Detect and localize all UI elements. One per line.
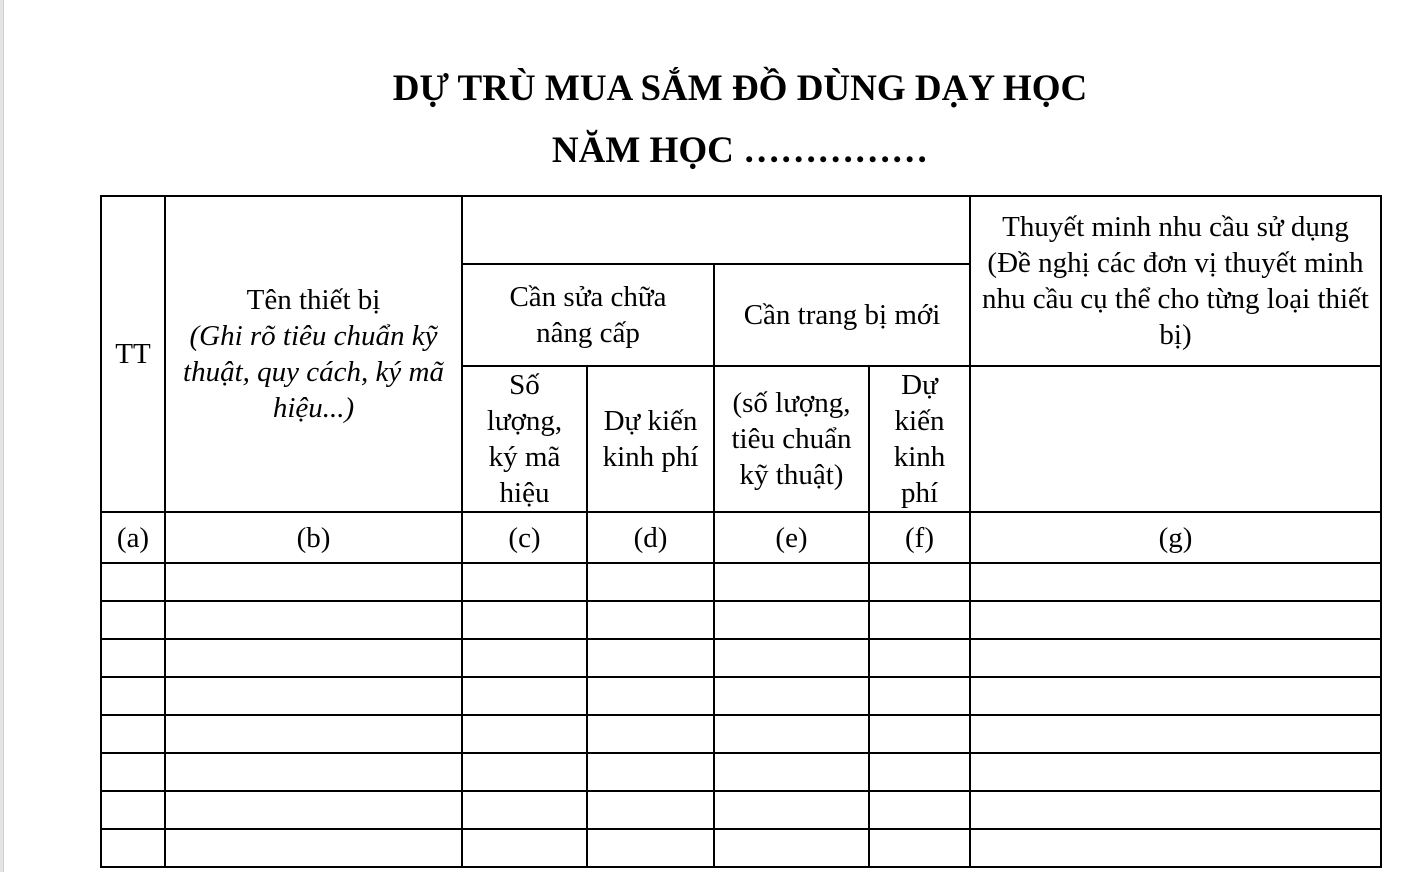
table-cell[interactable] — [165, 639, 462, 677]
table-cell[interactable] — [462, 677, 587, 715]
table-cell[interactable] — [462, 829, 587, 867]
table-cell[interactable] — [462, 753, 587, 791]
header-row-top — [101, 196, 1381, 264]
table-cell[interactable] — [970, 829, 1381, 867]
table-cell[interactable] — [869, 639, 970, 677]
table-cell[interactable] — [869, 677, 970, 715]
table-cell[interactable] — [714, 677, 869, 715]
table-cell[interactable] — [101, 753, 165, 791]
table-row — [101, 753, 1381, 791]
header-new-group: Cần trang bị mới — [714, 264, 970, 366]
header-new-cost: Dự kiến kinh phí — [869, 366, 970, 512]
column-letter-b: (b) — [165, 512, 462, 563]
header-group-blank — [462, 196, 970, 264]
school-year-title: NĂM HỌC …………… — [551, 130, 929, 171]
table-cell[interactable] — [165, 715, 462, 753]
table-cell[interactable] — [462, 791, 587, 829]
table-row — [101, 639, 1381, 677]
table-cell[interactable] — [101, 563, 165, 601]
table-cell[interactable] — [587, 791, 714, 829]
table-cell[interactable] — [101, 829, 165, 867]
table-cell[interactable] — [714, 791, 869, 829]
header-repair-group: Cần sửa chữa nâng cấp — [462, 264, 714, 366]
table-cell[interactable] — [869, 791, 970, 829]
table-cell[interactable] — [587, 601, 714, 639]
table-cell[interactable] — [970, 791, 1381, 829]
table-row — [101, 563, 1381, 601]
equipment-table — [100, 195, 1382, 868]
table-row — [101, 677, 1381, 715]
header-equipment-name — [165, 196, 462, 512]
table-cell[interactable] — [462, 639, 587, 677]
header-explanation: Thuyết minh nhu cầu sử dụng (Đề nghị các đơn vị thuyết minh nhu cầu cụ thể cho từng loại thiết bị) — [970, 196, 1381, 366]
table-cell[interactable] — [462, 715, 587, 753]
header-repair-quantity: Số lượng, ký mã hiệu — [462, 366, 587, 512]
table-cell[interactable] — [587, 563, 714, 601]
column-letter-d: (d) — [587, 512, 714, 563]
table-cell[interactable] — [714, 639, 869, 677]
table-cell[interactable] — [165, 829, 462, 867]
table-cell[interactable] — [101, 715, 165, 753]
table-row — [101, 791, 1381, 829]
empty-rows — [101, 563, 1381, 867]
column-letter-f: (f) — [869, 512, 970, 563]
table-cell[interactable] — [869, 563, 970, 601]
table-cell[interactable] — [101, 677, 165, 715]
table-cell[interactable] — [165, 791, 462, 829]
table-cell[interactable] — [714, 563, 869, 601]
table-cell[interactable] — [970, 753, 1381, 791]
table-cell[interactable] — [462, 601, 587, 639]
table-row — [101, 829, 1381, 867]
table-cell[interactable] — [587, 829, 714, 867]
table-cell[interactable] — [587, 639, 714, 677]
table-row — [101, 715, 1381, 753]
header-new-quantity: (số lượng, tiêu chuẩn kỹ thuật) — [714, 366, 869, 512]
header-repair-cost: Dự kiến kinh phí — [587, 366, 714, 512]
header-equipment-name-note: (Ghi rõ tiêu chuẩn kỹ thuật, quy cách, ký mã hiệu...) — [183, 320, 444, 424]
table-cell[interactable] — [714, 829, 869, 867]
table-cell[interactable] — [970, 715, 1381, 753]
table-cell[interactable] — [714, 715, 869, 753]
table-cell[interactable] — [165, 563, 462, 601]
column-letter-c: (c) — [462, 512, 587, 563]
table-cell[interactable] — [970, 639, 1381, 677]
column-letter-a: (a) — [101, 512, 165, 563]
table-cell[interactable] — [165, 601, 462, 639]
column-letter-e: (e) — [714, 512, 869, 563]
table-cell[interactable] — [101, 601, 165, 639]
table-cell[interactable] — [165, 677, 462, 715]
table-cell[interactable] — [970, 563, 1381, 601]
table-cell[interactable] — [165, 753, 462, 791]
table-cell[interactable] — [101, 639, 165, 677]
column-letter-row — [101, 512, 1381, 563]
table-cell[interactable] — [714, 601, 869, 639]
table-cell[interactable] — [970, 677, 1381, 715]
table-cell[interactable] — [869, 829, 970, 867]
table-cell[interactable] — [101, 791, 165, 829]
column-letter-g: (g) — [970, 512, 1381, 563]
table-cell[interactable] — [587, 753, 714, 791]
table-cell[interactable] — [714, 753, 869, 791]
table-cell[interactable] — [587, 677, 714, 715]
document-title: DỰ TRÙ MUA SẮM ĐỒ DÙNG DẠY HỌC — [392, 68, 1088, 109]
table-cell[interactable] — [462, 563, 587, 601]
table-cell[interactable] — [869, 601, 970, 639]
table-cell[interactable] — [587, 715, 714, 753]
page-edge — [0, 0, 4, 872]
table-cell[interactable] — [970, 601, 1381, 639]
table-cell[interactable] — [869, 753, 970, 791]
header-equipment-name-label: Tên thiết bị — [246, 284, 381, 316]
header-tt: TT — [101, 196, 165, 512]
header-explanation-blank — [970, 366, 1381, 512]
table-cell[interactable] — [869, 715, 970, 753]
table-row — [101, 601, 1381, 639]
